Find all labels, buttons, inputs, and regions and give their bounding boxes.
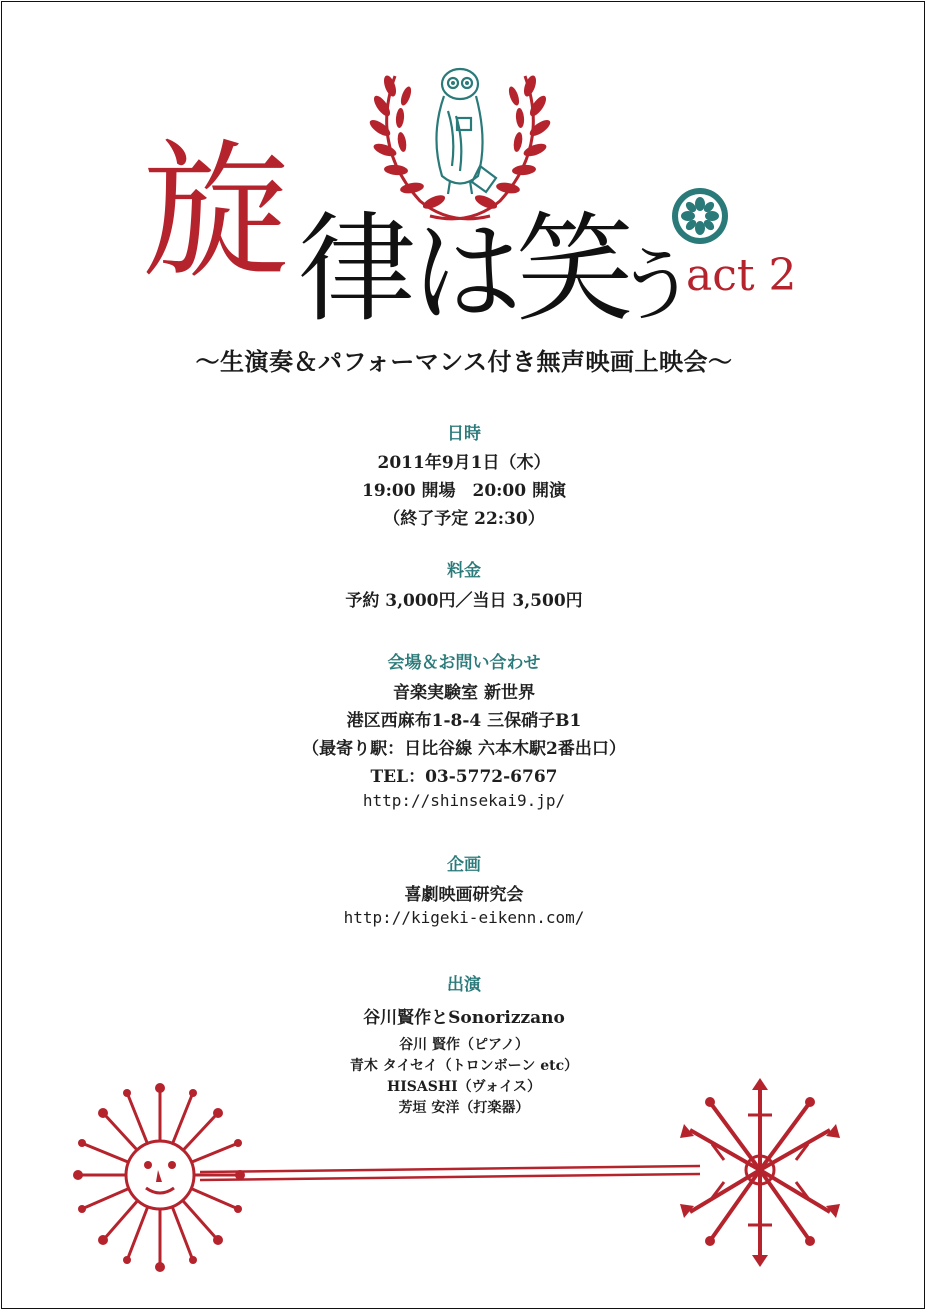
- sun-icon: [73, 1083, 245, 1272]
- act-label: act 2: [686, 250, 797, 301]
- datetime-heading: 日時: [447, 424, 481, 444]
- performers-heading: 出演: [447, 975, 481, 995]
- venue-access: （最寄り駅：日比谷線 六本木駅2番出口）: [302, 739, 626, 759]
- performer-item: 青木 タイセイ（トロンボーン etc）: [349, 1058, 579, 1074]
- title-char-1: 旋: [142, 126, 290, 298]
- bottom-ornament: [0, 1060, 928, 1300]
- fee-price: 予約 3,000円／当日 3,500円: [345, 591, 583, 611]
- event-end-time: （終了予定 22:30）: [383, 509, 545, 529]
- venue-tel: TEL：03-5772-6767: [370, 767, 558, 787]
- title-char-3: は: [412, 209, 522, 337]
- performers-group: 谷川賢作とSonorizzano: [363, 1008, 565, 1028]
- title-char-4: 笑: [516, 200, 635, 338]
- title-char-2: 律: [298, 200, 417, 338]
- event-date: 2011年9月1日（木）: [377, 453, 551, 473]
- venue-name: 音楽実験室 新世界: [393, 683, 535, 703]
- rosette-emblem: [670, 186, 730, 246]
- venue-heading: 会場＆お問い合わせ: [387, 653, 541, 673]
- event-times: 19:00 開場 20:00 開演: [361, 481, 567, 501]
- organizer-name: 喜劇映画研究会: [404, 885, 524, 905]
- performer-item: 芳垣 安洋（打楽器）: [398, 1100, 530, 1116]
- performer-item: HISASHI（ヴォイス）: [387, 1079, 541, 1095]
- venue-address: 港区西麻布1-8-4 三保硝子B1: [346, 711, 582, 731]
- organizer-heading: 企画: [447, 855, 481, 875]
- venue-url-link[interactable]: http://shinsekai9.jp/: [362, 791, 566, 810]
- fee-heading: 料金: [447, 561, 481, 581]
- subtitle: 〜生演奏＆パフォーマンス付き無声映画上映会〜: [195, 347, 733, 376]
- performer-item: 谷川 賢作（ピアノ）: [399, 1037, 529, 1053]
- organizer-url-link[interactable]: http://kigeki-eikenn.com/: [343, 908, 585, 927]
- title-char-5: う: [616, 239, 696, 332]
